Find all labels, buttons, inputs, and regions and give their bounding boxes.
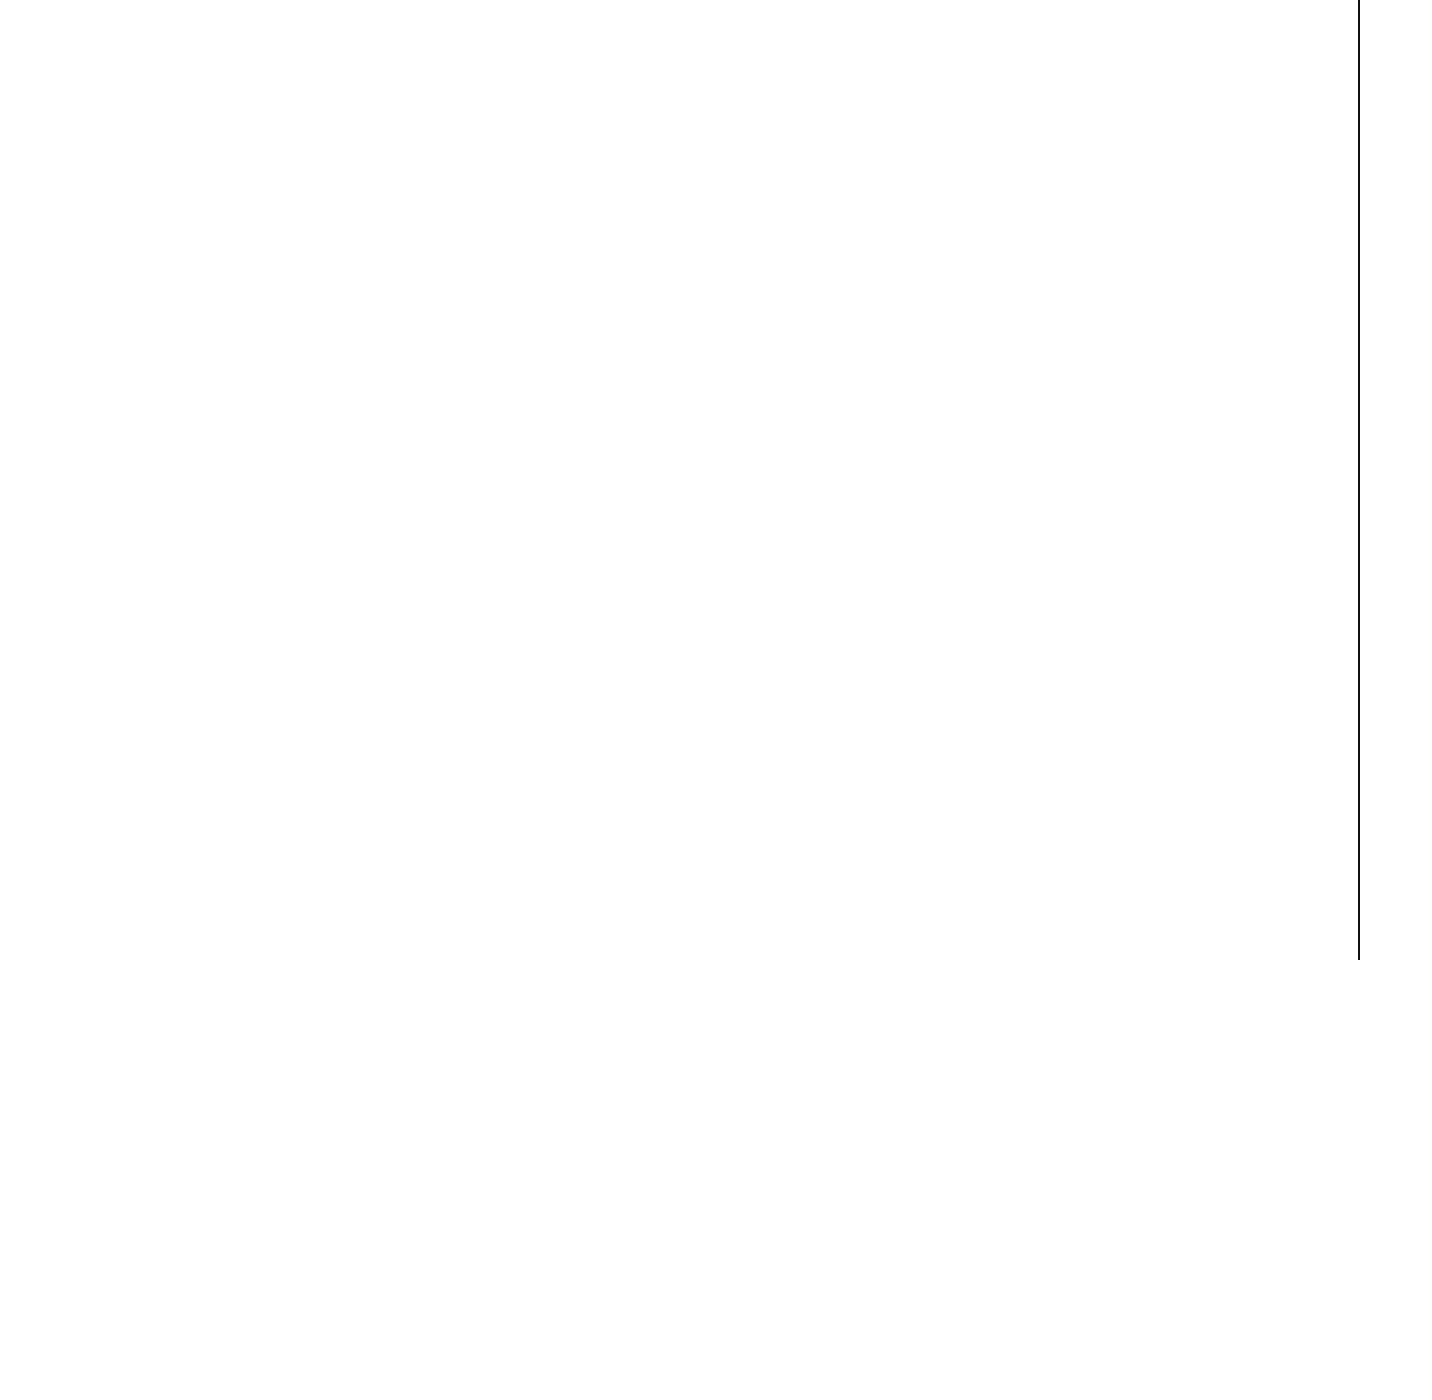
side-caption [1410,0,1432,1000]
rotated-page [440,0,1400,1400]
newspaper-page [20,0,1400,960]
page-header [1358,0,1400,960]
